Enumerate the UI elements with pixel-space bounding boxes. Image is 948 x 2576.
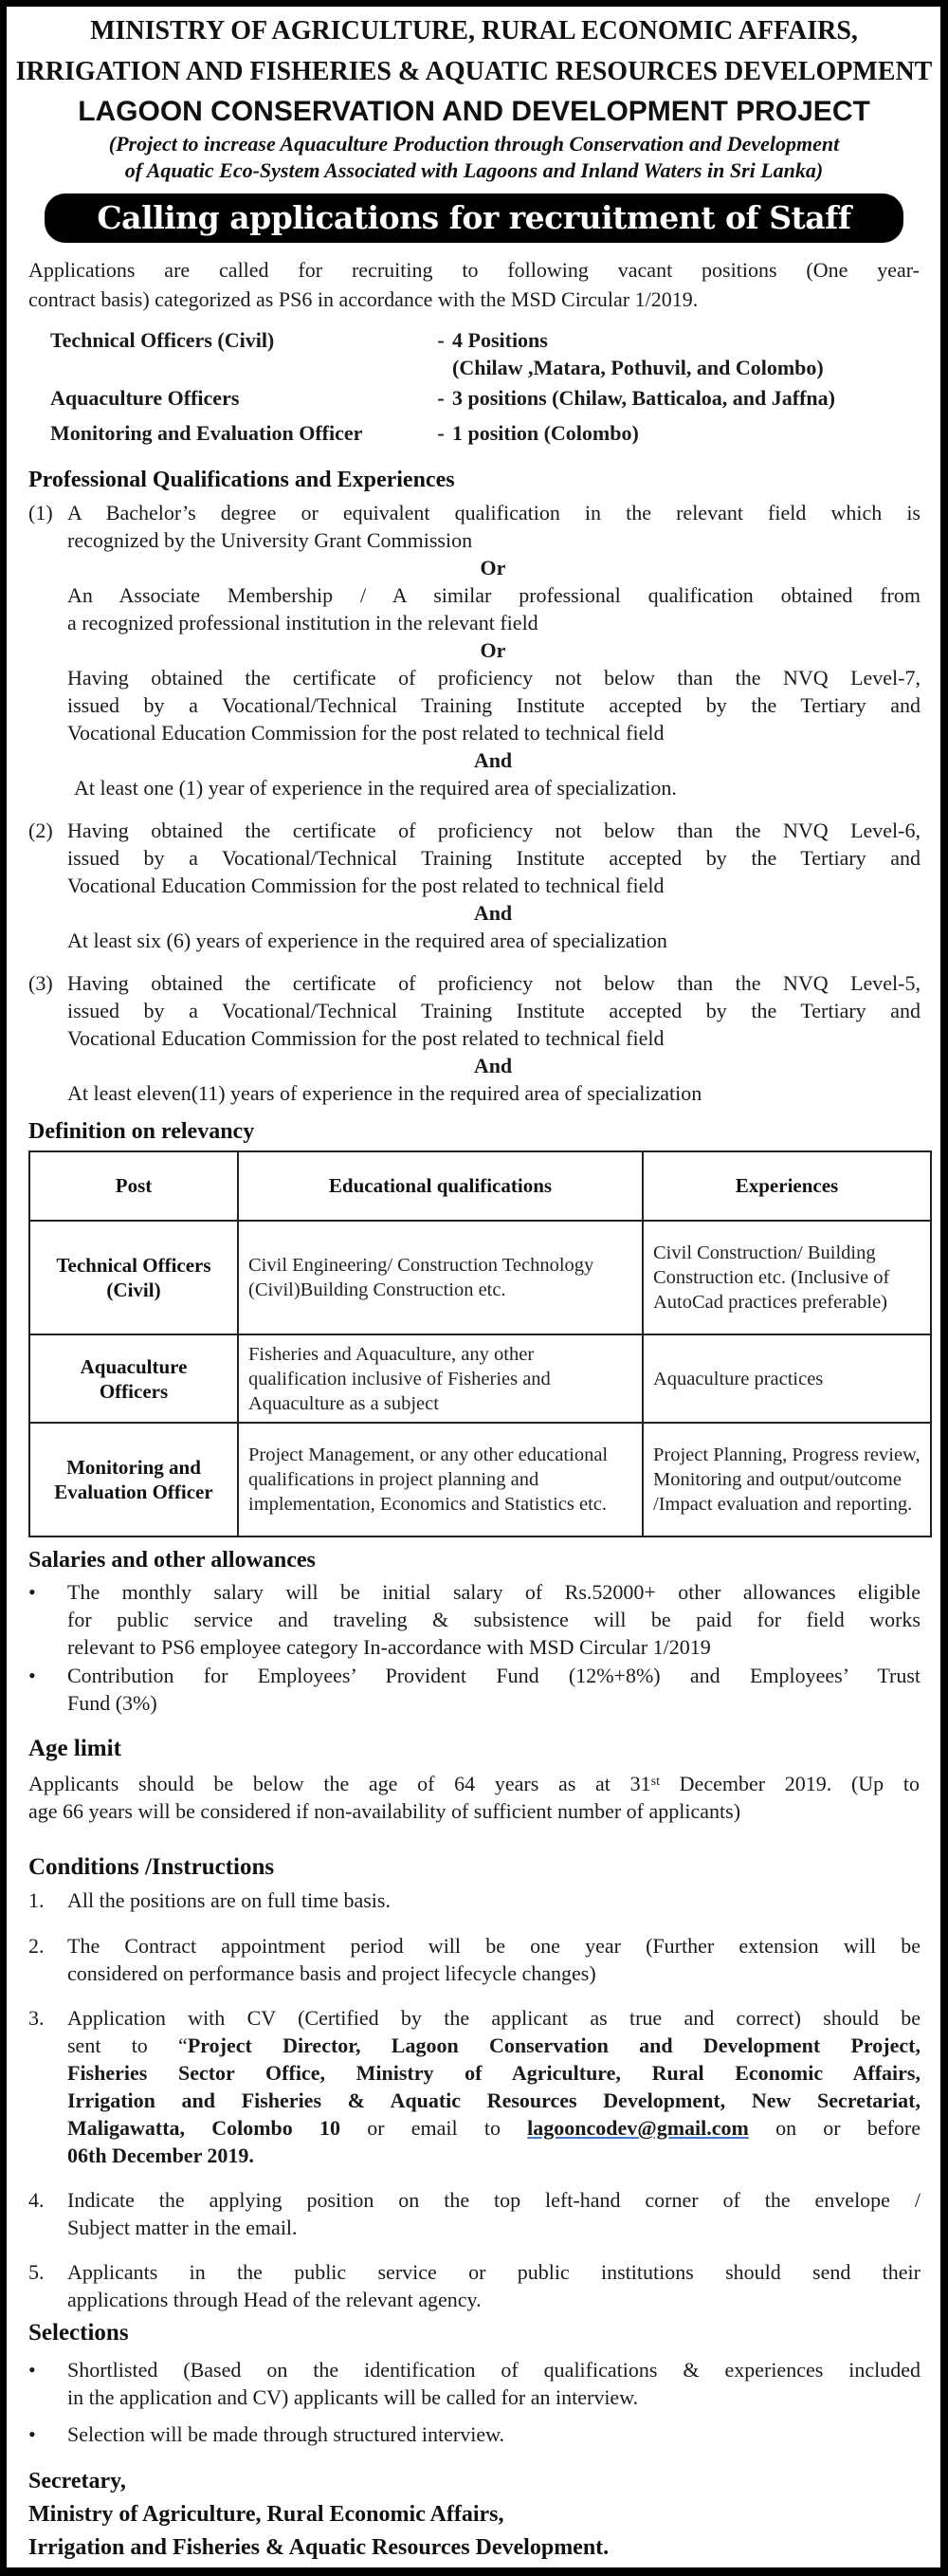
- conditions-heading: Conditions /Instructions: [28, 1854, 275, 1880]
- position-title-spacer: [50, 354, 429, 381]
- qual1-line: a recognized professional institution in the relevant field: [67, 611, 538, 635]
- column-header-education: Educational qualifications: [238, 1151, 643, 1221]
- relevancy-table: [28, 1150, 932, 1537]
- qual2-line: issued by a Vocational/Technical Training Institute accepted by the Tertiary and: [67, 846, 921, 870]
- condition-line: Subject matter in the email.: [67, 2216, 298, 2239]
- condition-text: sent to “: [67, 2033, 188, 2057]
- qualifications-heading: Professional Qualifications and Experiences: [28, 468, 455, 492]
- age-text: December 2019. (Up to: [659, 1772, 920, 1795]
- qual3-line: At least eleven(11) years of experience in the required area of specialization: [67, 1081, 702, 1105]
- table-row: [29, 1334, 931, 1423]
- bullet-icon: •: [28, 1580, 36, 1604]
- salary-line: for public service and traveling & subsistence will be paid for field works: [67, 1608, 921, 1631]
- position-dash: -: [437, 386, 445, 410]
- qual1-line: issued by a Vocational/Technical Training Institute accepted by the Tertiary and: [67, 693, 921, 717]
- salary-line: Fund (3%): [67, 1691, 157, 1715]
- experience-cell: Civil Construction/ Building Construction etc. (Inclusive of AutoCad practices preferable): [643, 1221, 931, 1334]
- item-number: (3): [28, 971, 53, 995]
- signature-ministry-line1: Ministry of Agriculture, Rural Economic Affairs,: [28, 2502, 504, 2527]
- qual2-line: Having obtained the certificate of proficiency not below than the NVQ Level-6,: [67, 819, 921, 842]
- selection-line: Selection will be made through structured interview.: [67, 2422, 505, 2446]
- salaries-heading: Salaries and other allowances: [28, 1548, 316, 1573]
- bullet-icon: •: [28, 1664, 36, 1687]
- table-row: [29, 1423, 931, 1536]
- position-title: Aquaculture Officers: [50, 386, 240, 410]
- address-text: Project Director, Lagoon Conservation and Development Project,: [187, 2033, 921, 2057]
- qual1-line: Vocational Education Commission for the post related to technical field: [67, 721, 665, 745]
- positions-list: [50, 326, 922, 447]
- salary-line: relevant to PS6 employee category In-accordance with MSD Circular 1/2019: [67, 1635, 711, 1659]
- condition-line: [67, 2032, 921, 2059]
- project-subtitle-line1: (Project to increase Aquaculture Production through Conservation and Development: [108, 132, 840, 156]
- email-link[interactable]: lagooncodev@gmail.com: [527, 2116, 749, 2140]
- selection-line: in the application and CV) applicants will be called for an interview.: [67, 2385, 639, 2409]
- column-header-experience: Experiences: [643, 1151, 931, 1221]
- condition-line: All the positions are on full time basis.: [67, 1888, 391, 1912]
- column-header-post: Post: [29, 1151, 238, 1221]
- age-line2: age 66 years will be considered if non-availability of sufficient number of applicants): [28, 1799, 741, 1823]
- age-line1: [28, 1770, 920, 1797]
- intro-line2: contract basis) categorized as PS6 in accordance with the MSD Circular 1/2019.: [28, 287, 699, 311]
- or-separator: Or: [480, 556, 506, 580]
- address-line: Irrigation and Fisheries & Aquatic Resources Development, New Secretariat,: [67, 2088, 921, 2112]
- education-cell: Project Management, or any other educational qualifications in project planning and implementation, Economics and Statistics etc.: [238, 1423, 643, 1536]
- experience-cell: Aquaculture practices: [643, 1334, 931, 1423]
- position-count: 4 Positions: [452, 328, 548, 352]
- intro-line1: Applications are called for recruiting to following vacant positions (One year-: [28, 258, 920, 282]
- item-number: (2): [28, 819, 53, 842]
- condition-line: [67, 2114, 921, 2142]
- post-cell: Technical Officers (Civil): [29, 1221, 238, 1334]
- condition-line: Application with CV (Certified by the applicant as true and correct) should be: [67, 2006, 921, 2030]
- age-text: Applicants should be below the age of 64 years as at 31: [28, 1772, 651, 1795]
- signature-ministry-line2: Irrigation and Fisheries & Aquatic Resources Development.: [28, 2535, 610, 2560]
- selection-line: Shortlisted (Based on the identification of qualifications & experiences included: [67, 2358, 921, 2382]
- and-separator: And: [473, 748, 513, 772]
- bullet-icon: •: [28, 2422, 36, 2446]
- qual1-line: recognized by the University Grant Commission: [67, 528, 473, 552]
- item-number: 5.: [28, 2260, 45, 2284]
- item-number: (1): [28, 501, 53, 524]
- position-dash-spacer: [429, 354, 452, 381]
- bullet-icon: •: [28, 2358, 36, 2382]
- condition-line: Indicate the applying position on the top left-hand corner of the envelope /: [67, 2188, 921, 2212]
- qual1-line: A Bachelor’s degree or equivalent qualification in the relevant field which is: [67, 501, 921, 524]
- item-number: 4.: [28, 2188, 45, 2212]
- deadline-line: 06th December 2019.: [67, 2144, 254, 2167]
- post-cell: Aquaculture Officers: [29, 1334, 238, 1423]
- signature-title: Secretary,: [28, 2469, 126, 2493]
- qual2-line: Vocational Education Commission for the post related to technical field: [67, 874, 665, 897]
- education-cell: Fisheries and Aquaculture, any other qualification inclusive of Fisheries and Aquaculture as a subject: [238, 1334, 643, 1423]
- table-header-row: [29, 1151, 931, 1221]
- project-subtitle-line2: of Aquatic Eco-System Associated with Lagoons and Inland Waters in Sri Lanka): [124, 158, 824, 182]
- ministry-title-line2: IRRIGATION AND FISHERIES & AQUATIC RESOURCES DEVELOPMENT: [15, 57, 933, 86]
- condition-line: Applicants in the public service or public institutions should send their: [67, 2260, 921, 2284]
- address-line: Fisheries Sector Office, Ministry of Agriculture, Rural Economic Affairs,: [67, 2061, 921, 2085]
- qual3-line: issued by a Vocational/Technical Training Institute accepted by the Tertiary and: [67, 999, 921, 1022]
- qual1-line: At least one (1) year of experience in the required area of specialization.: [74, 776, 677, 800]
- item-number: 1.: [28, 1888, 45, 1912]
- condition-text: on or before: [748, 2116, 921, 2140]
- ministry-title-line1: MINISTRY OF AGRICULTURE, RURAL ECONOMIC AFFAIRS,: [90, 16, 858, 46]
- qual3-line: Having obtained the certificate of proficiency not below than the NVQ Level-5,: [67, 971, 921, 995]
- qual1-line: An Associate Membership / A similar professional qualification obtained from: [67, 583, 921, 607]
- table-row: [29, 1221, 931, 1334]
- condition-line: applications through Head of the relevant agency.: [67, 2288, 482, 2311]
- age-heading: Age limit: [28, 1736, 121, 1761]
- position-title: Technical Officers (Civil): [50, 328, 275, 352]
- selections-heading: Selections: [28, 2320, 129, 2346]
- position-locations: (Chilaw ,Matara, Pothuvil, and Colombo): [452, 356, 824, 379]
- address-text: Maligawatta, Colombo 10: [67, 2116, 341, 2140]
- position-title: Monitoring and Evaluation Officer: [50, 421, 363, 445]
- position-dash: -: [437, 328, 445, 352]
- recruitment-banner: Calling applications for recruitment of Staff: [45, 193, 903, 243]
- qual3-line: Vocational Education Commission for the post related to technical field: [67, 1026, 665, 1050]
- qual1-line: Having obtained the certificate of proficiency not below than the NVQ Level-7,: [67, 666, 921, 690]
- qual2-line: At least six (6) years of experience in the required area of specialization: [67, 929, 667, 952]
- position-count: 3 positions (Chilaw, Batticaloa, and Jaffna): [452, 386, 835, 410]
- condition-text: or email to: [340, 2116, 528, 2140]
- position-count: 1 position (Colombo): [452, 421, 639, 445]
- condition-line: The Contract appointment period will be one year (Further extension will be: [67, 1934, 921, 1958]
- experience-cell: Project Planning, Progress review, Monitoring and output/outcome /Impact evaluation and reporting.: [643, 1423, 931, 1536]
- condition-line: considered on performance basis and project lifecycle changes): [67, 1961, 596, 1985]
- or-separator: Or: [480, 638, 506, 662]
- education-cell: Civil Engineering/ Construction Technology (Civil)Building Construction etc.: [238, 1221, 643, 1334]
- and-separator: And: [473, 901, 513, 925]
- salary-line: The monthly salary will be initial salary of Rs.52000+ other allowances eligible: [67, 1580, 921, 1604]
- relevancy-heading: Definition on relevancy: [28, 1119, 255, 1144]
- item-number: 2.: [28, 1934, 45, 1958]
- and-separator: And: [473, 1054, 513, 1077]
- item-number: 3.: [28, 2006, 45, 2030]
- post-cell: Monitoring and Evaluation Officer: [29, 1423, 238, 1536]
- position-dash: -: [437, 421, 445, 445]
- project-title: LAGOON CONSERVATION AND DEVELOPMENT PROJECT: [78, 96, 870, 127]
- age-superscript: st: [650, 1775, 660, 1789]
- salary-line: Contribution for Employees’ Provident Fund (12%+8%) and Employees’ Trust: [67, 1664, 921, 1687]
